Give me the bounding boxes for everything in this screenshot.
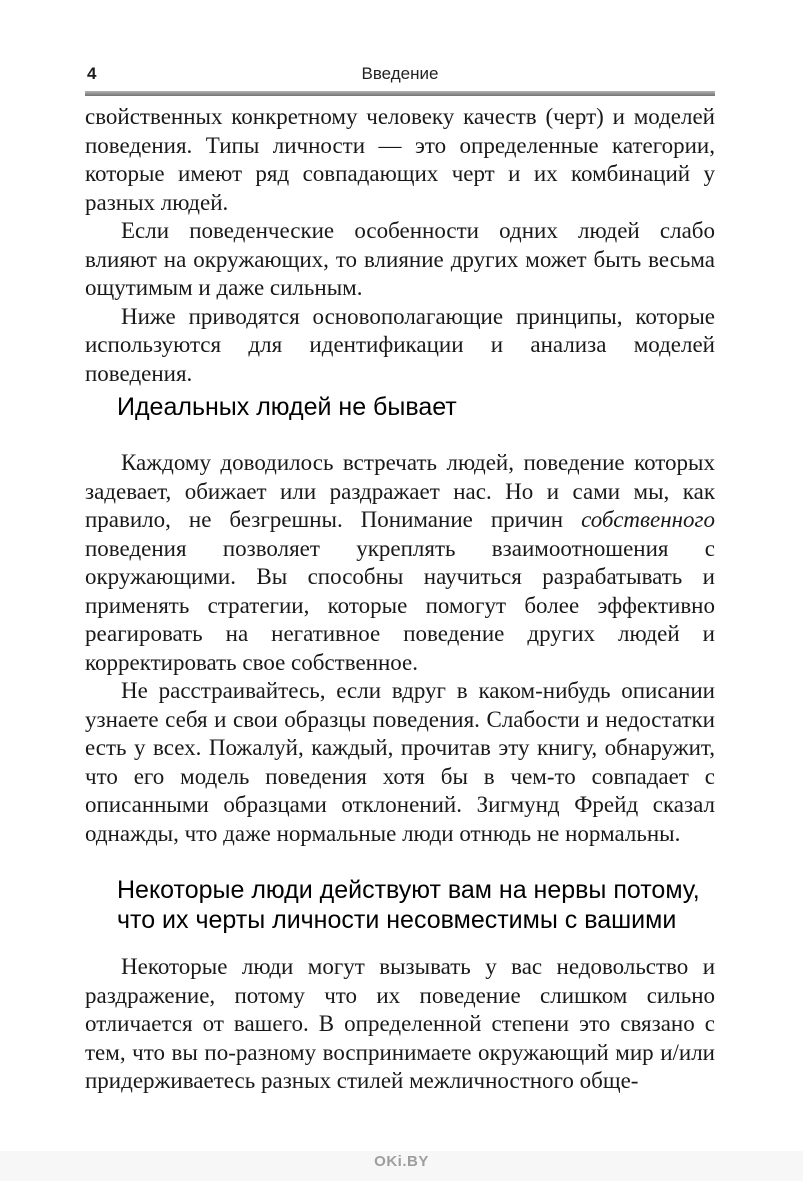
paragraph: Некоторые люди могут вызывать у вас недовольство и раздражение, потому что их поведение слишком сильно отличается от вашего. В определенной степени это связано с тем, что вы по-разному воспринимаете окружающий мир и/или придерживаетесь разных стилей межличностного обще- <box>85 954 715 1093</box>
heading-line: что их черты личности несовместимы с вашими <box>117 906 677 934</box>
page-number: 4 <box>87 64 97 83</box>
section-heading-nerves <box>85 875 715 935</box>
running-title: Введение <box>361 64 439 83</box>
watermark-bar <box>0 1151 803 1181</box>
section-heading-ideal-people: Идеальных людей не бывает <box>117 393 457 421</box>
paragraph <box>85 449 715 677</box>
paragraph: Если поведенческие особенности одних людей слабо влияют на окружающих, то влияние других может быть весьма ощутимым и даже сильным. <box>85 218 715 300</box>
paragraph: Ниже приводятся основополагающие принципы, которые используются для идентификации и анализа моделей поведения. <box>85 303 715 386</box>
heading-line: Некоторые люди действуют вам на нервы потому, <box>117 876 700 904</box>
paragraph-text: Каждому доводилось встречать людей, поведение которых задевает, обижает или раздражает нас. Но и сами мы, как правило, не безгрешны. Понимание причин <box>85 450 715 532</box>
text-block-nerves <box>85 953 715 1096</box>
italic-word: собственного <box>581 507 715 532</box>
text-block-intro <box>85 103 715 388</box>
paragraph: свойственных конкретному человеку качеств (черт) и моделей поведения. Типы личности — это определенные категории, которые имеют ряд совпадающих черт и их комбинаций у разных людей. <box>85 104 715 215</box>
text-block-ideal-people <box>85 449 715 848</box>
watermark: OKi.BY <box>374 1153 429 1170</box>
page-header <box>85 64 715 88</box>
paragraph: Не расстраивайтесь, если вдруг в каком-нибудь описании узнаете себя и свои образцы поведения. Слабости и недостатки есть у всех. Пожалуй, каждый, прочитав эту книгу, обнаружит, что его модель поведения хотя бы в чем-то совпадает с описанными образцами отклонений. Зигмунд Фрейд сказал однажды, что даже нормальные люди отнюдь не нормальны. <box>85 678 715 846</box>
header-rule <box>85 91 715 96</box>
paragraph-text: поведения позволяет укреплять взаимоотношения с окружающими. Вы способны научиться разрабатывать и применять стратегии, которые помогут более эффективно реагировать на негативное поведение других людей и корректировать свое собственное. <box>85 535 715 675</box>
